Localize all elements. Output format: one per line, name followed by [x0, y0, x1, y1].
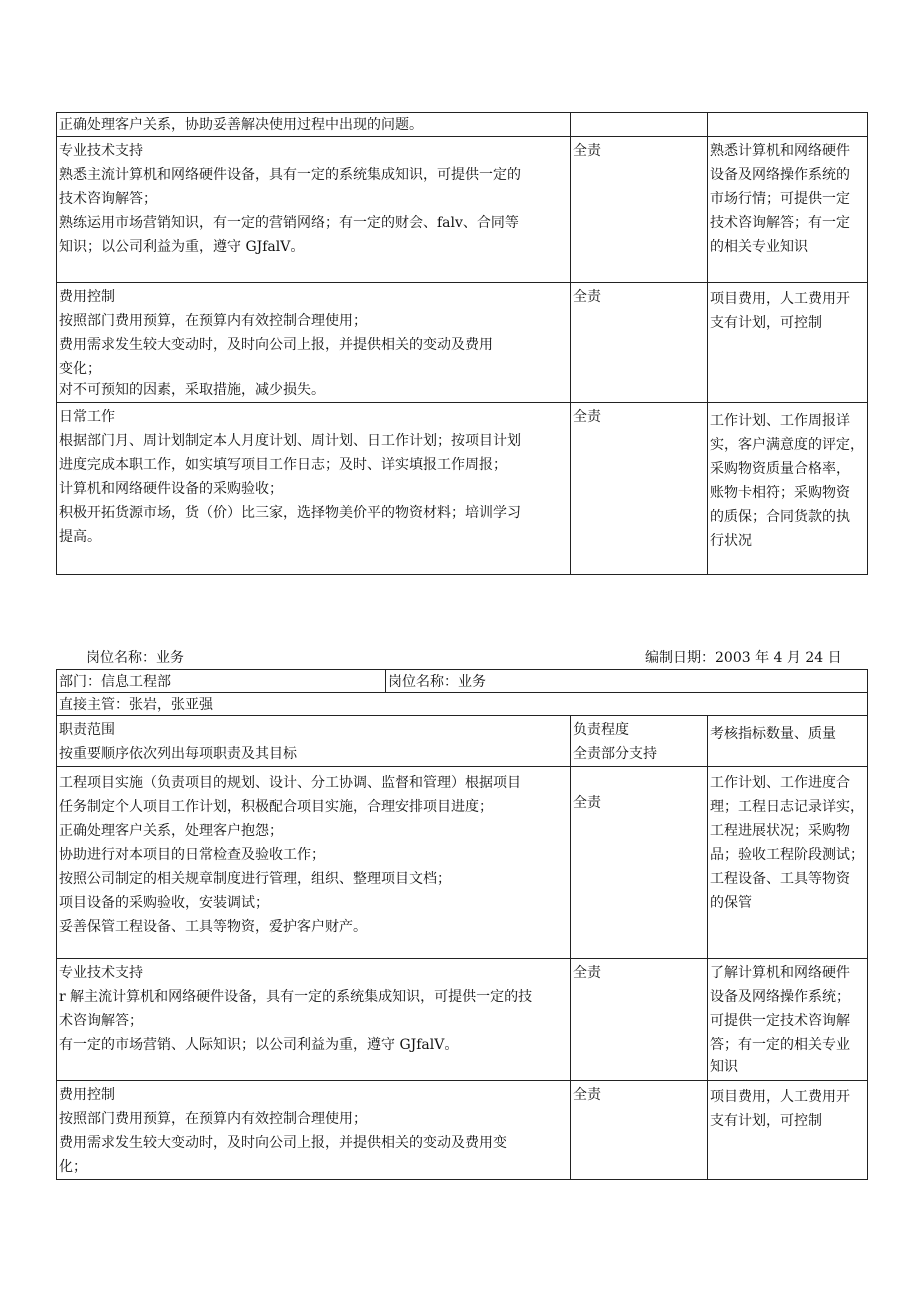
scope-line: 按照部门费用预算，在预算内有效控制合理使用； — [59, 1111, 367, 1127]
scope-line: 进度完成本职工作，如实填写项目工作日志；及时、详实填报工作周报； — [59, 457, 507, 473]
scope-cell — [57, 113, 571, 137]
scope-line: 计算机和网络硬件设备的采购验收； — [59, 481, 283, 497]
scope-line: r 解主流计算机和网络硬件设备，具有一定的系统集成知识，可提供一定的技 — [59, 989, 533, 1005]
kpi-line: 市场行情；可提供一定 — [710, 191, 850, 207]
scope-line: 工程项目实施（负责项目的规划、设计、分工协调、监督和管理）根据项目 — [59, 775, 521, 791]
kpi-cell — [708, 1081, 868, 1180]
scope-line: 熟悉主流计算机和网络硬件设备，具有一定的系统集成知识，可提供一定的 — [59, 167, 521, 183]
scope-line: 费用需求发生较大变动时，及时向公司上报，并提供相关的变动及费用 — [59, 337, 493, 353]
table-row — [57, 283, 868, 403]
scope-line: 协助进行对本项目的日常检查及验收工作； — [59, 847, 325, 863]
kpi-line: 行状况 — [710, 533, 752, 549]
level-cell — [571, 403, 708, 575]
scope-line: 积极开拓货源市场，货（价）比三家，选择物美价平的物资材料；培训学习 — [59, 505, 521, 521]
level-cell — [571, 113, 708, 137]
kpi-line: 答；有一定的相关专业 — [710, 1037, 850, 1053]
kpi-line: 工作计划、工作周报详 — [710, 413, 850, 429]
kpi-line: 知识 — [710, 1059, 738, 1075]
level-cell — [571, 137, 708, 283]
responsibility-table-2 — [56, 669, 868, 1180]
kpi-line: 品；验收工程阶段测试； — [710, 847, 864, 863]
level-value: 全责 — [573, 1087, 601, 1103]
scope-line: 专业技术支持 — [59, 965, 143, 981]
scope-line: 日常工作 — [59, 409, 115, 425]
scope-line: 术咨询解答； — [59, 1013, 143, 1029]
table-row — [57, 670, 868, 693]
kpi-line: 支有计划，可控制 — [710, 315, 822, 331]
kpi-cell — [708, 959, 868, 1081]
compile-date: 编制日期：2003 年 4 月 24 日 — [645, 650, 842, 666]
position-name-heading: 岗位名称：业务 — [86, 650, 184, 666]
table-row — [57, 113, 868, 137]
kpi-line: 的相关专业知识 — [710, 239, 808, 255]
table-row — [57, 959, 868, 1081]
kpi-line: 项目费用，人工费用开 — [710, 1089, 850, 1105]
scope-cell — [57, 959, 571, 1081]
scope-line: 妥善保管工程设备、工具等物资，爱护客户财产。 — [59, 919, 367, 935]
level-value: 全责 — [573, 289, 601, 305]
table-row — [57, 767, 868, 959]
scope-line: 专业技术支持 — [59, 143, 143, 159]
scope-line: 知识；以公司利益为重，遵守 GJfalV。 — [59, 239, 305, 255]
kpi-line: 熟悉计算机和网络硬件 — [710, 143, 850, 159]
kpi-line: 支有计划，可控制 — [710, 1113, 822, 1129]
kpi-line: 可提供一定技术咨询解 — [710, 1013, 850, 1029]
scope-line: 费用需求发生较大变动时，及时向公司上报，并提供相关的变动及费用变 — [59, 1135, 507, 1151]
kpi-line: 工程设备、工具等物资 — [710, 871, 850, 887]
scope-title: 职责范围 — [59, 722, 115, 738]
level-cell — [571, 767, 708, 959]
table-row — [57, 403, 868, 575]
kpi-line: 的保管 — [710, 895, 752, 911]
kpi-cell — [708, 283, 868, 403]
kpi-cell — [708, 403, 868, 575]
scope-header — [57, 716, 571, 767]
scope-line: 化； — [59, 1159, 87, 1175]
table-header-row — [57, 716, 868, 767]
scope-cell — [57, 403, 571, 575]
scope-cell — [57, 1081, 571, 1180]
table-row — [57, 1081, 868, 1180]
kpi-header — [708, 716, 868, 767]
level-header — [571, 716, 708, 767]
scope-line: 熟练运用市场营销知识，有一定的营销网络；有一定的财会、falv、合同等 — [59, 215, 519, 231]
scope-line: 根据部门月、周计划制定本人月度计划、周计划、日工作计划；按项目计划 — [59, 433, 521, 449]
scope-line: 按照公司制定的相关规章制度进行管理，组织、整理项目文档； — [59, 871, 451, 887]
kpi-cell — [708, 137, 868, 283]
kpi-line: 工程进展状况；采购物 — [710, 823, 850, 839]
supervisor-cell: 直接主管：张岩，张亚强 — [57, 693, 868, 716]
scope-line: 有一定的市场营销、人际知识；以公司利益为重，遵守 GJfalV。 — [59, 1037, 459, 1053]
scope-cell — [57, 767, 571, 959]
kpi-line: 的质保；合同货款的执 — [710, 509, 850, 525]
level-title: 负责程度 — [573, 722, 629, 738]
position-cell: 岗位名称：业务 — [386, 670, 868, 693]
scope-line: 任务制定个人项目工作计划，积极配合项目实施，合理安排项目进度； — [59, 799, 493, 815]
scope-line: 正确处理客户关系，处理客户抱怨； — [59, 823, 283, 839]
scope-line: 技术咨询解答； — [59, 191, 157, 207]
scope-line: 正确处理客户关系，协助妥善解决使用过程中出现的问题。 — [59, 117, 423, 133]
kpi-line: 账物卡相符；采购物资 — [710, 485, 850, 501]
scope-cell — [57, 137, 571, 283]
level-value: 全责 — [573, 965, 601, 981]
kpi-line: 采购物资质量合格率， — [710, 461, 850, 477]
kpi-line: 理；工程日志记录详实， — [710, 799, 864, 815]
kpi-cell — [708, 767, 868, 959]
kpi-line: 技术咨询解答；有一定 — [710, 215, 850, 231]
level-cell — [571, 1081, 708, 1180]
scope-line: 按照部门费用预算，在预算内有效控制合理使用； — [59, 313, 367, 329]
scope-line: 提高。 — [59, 529, 101, 545]
kpi-line: 实，客户满意度的评定， — [710, 437, 864, 453]
scope-line: 项目设备的采购验收，安装调试； — [59, 895, 269, 911]
scope-subtitle: 按重要顺序依次列出每项职责及其目标 — [59, 746, 297, 762]
scope-cell — [57, 283, 571, 403]
level-value: 全责 — [573, 795, 601, 811]
table-row — [57, 137, 868, 283]
level-subtitle: 全责部分支持 — [573, 746, 657, 762]
scope-line: 费用控制 — [59, 289, 115, 305]
scope-line: 费用控制 — [59, 1087, 115, 1103]
table-row — [57, 693, 868, 716]
department-cell: 部门：信息工程部 — [57, 670, 386, 693]
kpi-title: 考核指标数量、质量 — [710, 726, 836, 742]
kpi-line: 设备及网络操作系统； — [710, 989, 850, 1005]
kpi-line: 工作计划、工作进度合 — [710, 775, 850, 791]
level-value: 全责 — [573, 409, 601, 425]
responsibility-table-1 — [56, 112, 868, 575]
scope-line: 对不可预知的因素，采取措施，减少损失。 — [59, 382, 325, 398]
kpi-line: 了解计算机和网络硬件 — [710, 965, 850, 981]
level-cell — [571, 283, 708, 403]
kpi-line: 项目费用，人工费用开 — [710, 291, 850, 307]
kpi-cell — [708, 113, 868, 137]
level-value: 全责 — [573, 143, 601, 159]
kpi-line: 设备及网络操作系统的 — [710, 167, 850, 183]
level-cell — [571, 959, 708, 1081]
scope-line: 变化； — [59, 361, 101, 377]
